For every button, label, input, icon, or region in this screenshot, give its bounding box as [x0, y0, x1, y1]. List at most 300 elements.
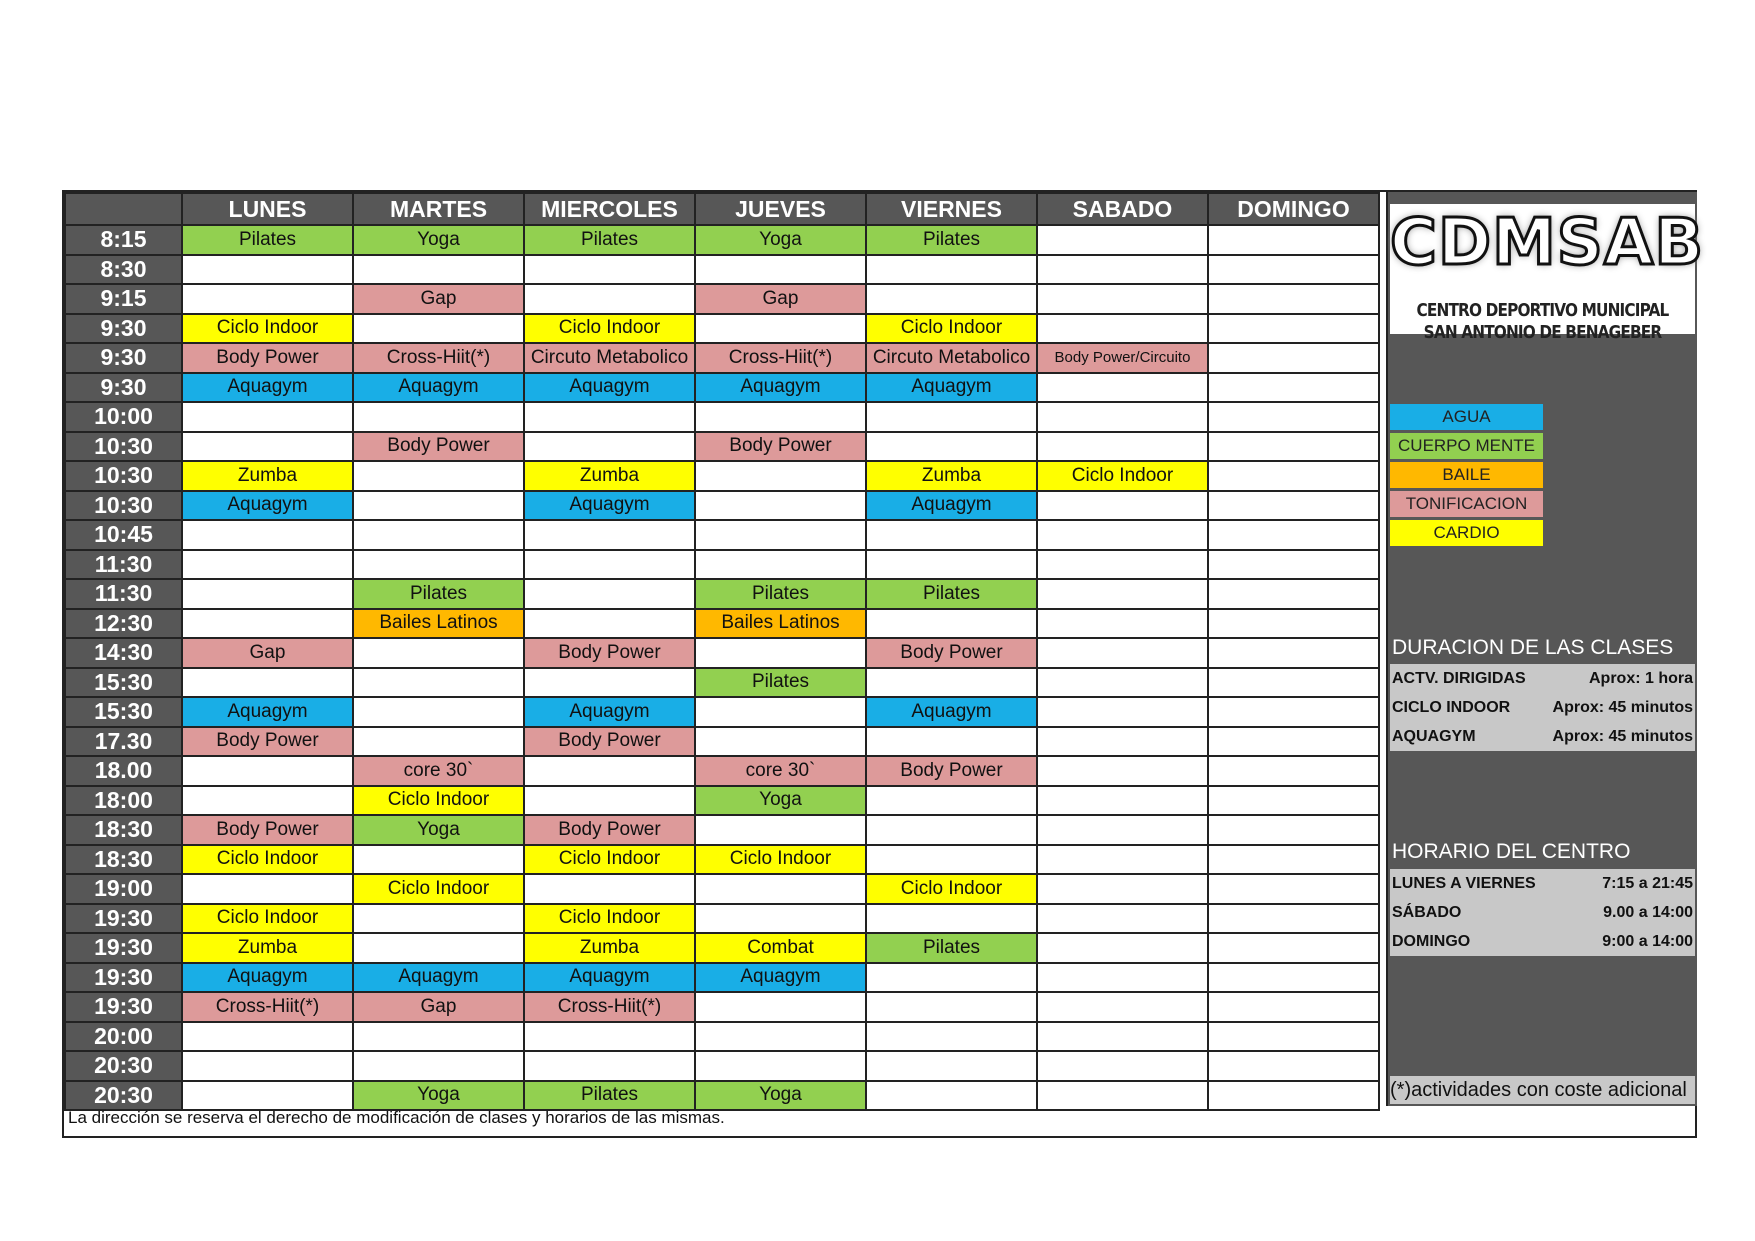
empty-cell: [866, 520, 1037, 550]
schedule-row: [65, 609, 1379, 639]
class-cell: Aquagym: [866, 373, 1037, 403]
class-cell: Yoga: [353, 1081, 524, 1111]
empty-cell: [524, 786, 695, 816]
empty-cell: [695, 314, 866, 344]
empty-cell: [866, 255, 1037, 285]
empty-cell: [1208, 845, 1379, 875]
empty-cell: [866, 1022, 1037, 1052]
empty-cell: [866, 402, 1037, 432]
class-cell: Zumba: [182, 461, 353, 491]
empty-cell: [695, 1051, 866, 1081]
day-header: DOMINGO: [1208, 193, 1379, 225]
time-cell: 11:30: [65, 550, 182, 580]
empty-cell: [524, 668, 695, 698]
time-cell: 10:45: [65, 520, 182, 550]
class-cell: Pilates: [866, 225, 1037, 255]
time-cell: 19:30: [65, 992, 182, 1022]
empty-cell: [182, 402, 353, 432]
schedule-row: [65, 1081, 1379, 1111]
corner-cell: [65, 193, 182, 225]
empty-cell: [1037, 992, 1208, 1022]
empty-cell: [866, 727, 1037, 757]
time-cell: 18.00: [65, 756, 182, 786]
time-cell: 19:30: [65, 933, 182, 963]
logo-wordmark: CDMSAB: [1390, 206, 1705, 280]
class-cell: Ciclo Indoor: [524, 904, 695, 934]
empty-cell: [1037, 845, 1208, 875]
schedule-row: [65, 756, 1379, 786]
empty-cell: [1208, 579, 1379, 609]
empty-cell: [1037, 697, 1208, 727]
class-cell: Aquagym: [353, 373, 524, 403]
empty-cell: [1208, 520, 1379, 550]
class-cell: Aquagym: [182, 963, 353, 993]
hours-value: 9.00 a 14:00: [1603, 904, 1693, 921]
class-cell: Ciclo Indoor: [1037, 461, 1208, 491]
class-cell: Gap: [353, 992, 524, 1022]
schedule-row: [65, 373, 1379, 403]
empty-cell: [524, 874, 695, 904]
empty-cell: [1208, 373, 1379, 403]
time-cell: 14:30: [65, 638, 182, 668]
empty-cell: [1037, 1081, 1208, 1111]
time-cell: 9:15: [65, 284, 182, 314]
hours-label: SÁBADO: [1392, 904, 1462, 921]
empty-cell: [1037, 874, 1208, 904]
schedule-row: [65, 284, 1379, 314]
empty-cell: [1037, 550, 1208, 580]
class-cell: Gap: [182, 638, 353, 668]
empty-cell: [182, 874, 353, 904]
empty-cell: [1037, 1022, 1208, 1052]
class-cell: Ciclo Indoor: [182, 314, 353, 344]
time-cell: 20:30: [65, 1051, 182, 1081]
class-cell: Ciclo Indoor: [524, 314, 695, 344]
empty-cell: [695, 255, 866, 285]
schedule-row: [65, 697, 1379, 727]
empty-cell: [353, 491, 524, 521]
empty-cell: [1037, 963, 1208, 993]
schedule-row: [65, 786, 1379, 816]
empty-cell: [353, 402, 524, 432]
legend-agua: AGUA: [1390, 404, 1543, 430]
schedule-row: [65, 1051, 1379, 1081]
class-cell: Aquagym: [524, 697, 695, 727]
hours-row: [1390, 898, 1695, 927]
time-cell: 8:15: [65, 225, 182, 255]
schedule-row: [65, 520, 1379, 550]
empty-cell: [1037, 756, 1208, 786]
class-cell: Aquagym: [695, 373, 866, 403]
class-cell: Bailes Latinos: [353, 609, 524, 639]
empty-cell: [1208, 638, 1379, 668]
schedule-row: [65, 461, 1379, 491]
logo: [1390, 204, 1705, 343]
empty-cell: [182, 255, 353, 285]
empty-cell: [1208, 1051, 1379, 1081]
schedule-row: [65, 550, 1379, 580]
time-cell: 19:00: [65, 874, 182, 904]
empty-cell: [1208, 697, 1379, 727]
class-cell: core 30`: [353, 756, 524, 786]
day-header: MARTES: [353, 193, 524, 225]
empty-cell: [1037, 933, 1208, 963]
empty-cell: [524, 579, 695, 609]
class-cell: Aquagym: [866, 697, 1037, 727]
class-cell: Pilates: [695, 579, 866, 609]
time-cell: 17.30: [65, 727, 182, 757]
empty-cell: [353, 727, 524, 757]
empty-cell: [1037, 668, 1208, 698]
hours-row: [1390, 869, 1695, 898]
hours-row: [1390, 927, 1695, 956]
schedule-table: [64, 192, 1380, 1111]
logo-subtitle-line2: SAN ANTONIO DE BENAGEBER: [1423, 322, 1662, 343]
empty-cell: [182, 756, 353, 786]
schedule-row: [65, 727, 1379, 757]
class-cell: Body Power: [695, 432, 866, 462]
class-cell: Aquagym: [182, 373, 353, 403]
empty-cell: [695, 727, 866, 757]
class-cell: Aquagym: [353, 963, 524, 993]
schedule-row: [65, 402, 1379, 432]
schedule-row: [65, 815, 1379, 845]
hours-label: LUNES A VIERNES: [1392, 875, 1536, 892]
empty-cell: [1037, 786, 1208, 816]
class-cell: Circuto Metabolico: [524, 343, 695, 373]
empty-cell: [695, 491, 866, 521]
empty-cell: [1037, 255, 1208, 285]
schedule-row: [65, 963, 1379, 993]
class-cell: Ciclo Indoor: [353, 874, 524, 904]
empty-cell: [1208, 343, 1379, 373]
time-cell: 10:00: [65, 402, 182, 432]
time-cell: 10:30: [65, 461, 182, 491]
class-cell: Yoga: [353, 225, 524, 255]
class-cell: Pilates: [182, 225, 353, 255]
empty-cell: [524, 609, 695, 639]
empty-cell: [1208, 1081, 1379, 1111]
empty-cell: [695, 904, 866, 934]
empty-cell: [1208, 1022, 1379, 1052]
empty-cell: [353, 314, 524, 344]
empty-cell: [866, 904, 1037, 934]
empty-cell: [1208, 402, 1379, 432]
empty-cell: [1208, 461, 1379, 491]
time-cell: 10:30: [65, 491, 182, 521]
empty-cell: [866, 815, 1037, 845]
empty-cell: [1037, 609, 1208, 639]
duration-label: ACTV. DIRIGIDAS: [1392, 670, 1526, 687]
empty-cell: [182, 284, 353, 314]
duration-row: [1390, 693, 1695, 722]
empty-cell: [1208, 284, 1379, 314]
empty-cell: [1037, 520, 1208, 550]
empty-cell: [1208, 904, 1379, 934]
empty-cell: [353, 461, 524, 491]
class-cell: Aquagym: [866, 491, 1037, 521]
empty-cell: [866, 668, 1037, 698]
header-row: [65, 193, 1379, 225]
schedule-row: [65, 874, 1379, 904]
empty-cell: [353, 933, 524, 963]
empty-cell: [182, 432, 353, 462]
empty-cell: [866, 609, 1037, 639]
hours-value: 9:00 a 14:00: [1602, 933, 1693, 950]
empty-cell: [353, 1022, 524, 1052]
empty-cell: [866, 786, 1037, 816]
schedule-row: [65, 579, 1379, 609]
class-cell: Body Power: [182, 727, 353, 757]
empty-cell: [353, 668, 524, 698]
schedule-row: [65, 225, 1379, 255]
empty-cell: [353, 904, 524, 934]
schedule-row: [65, 1022, 1379, 1052]
duration-value: Aprox: 1 hora: [1588, 670, 1693, 687]
class-cell: Yoga: [695, 1081, 866, 1111]
time-cell: 20:30: [65, 1081, 182, 1111]
empty-cell: [182, 1081, 353, 1111]
class-cell: Pilates: [866, 933, 1037, 963]
empty-cell: [1037, 314, 1208, 344]
hours-value: 7:15 a 21:45: [1602, 875, 1693, 892]
empty-cell: [1037, 1051, 1208, 1081]
empty-cell: [866, 992, 1037, 1022]
empty-cell: [1208, 550, 1379, 580]
time-cell: 8:30: [65, 255, 182, 285]
empty-cell: [866, 1051, 1037, 1081]
class-cell: Yoga: [353, 815, 524, 845]
class-cell: Ciclo Indoor: [866, 314, 1037, 344]
schedule-row: [65, 992, 1379, 1022]
class-cell: Circuto Metabolico: [866, 343, 1037, 373]
class-cell: core 30`: [695, 756, 866, 786]
empty-cell: [1208, 963, 1379, 993]
empty-cell: [1208, 933, 1379, 963]
schedule-row: [65, 432, 1379, 462]
class-cell: Pilates: [866, 579, 1037, 609]
class-cell: Pilates: [524, 1081, 695, 1111]
duration-table: [1390, 664, 1695, 751]
time-cell: 9:30: [65, 373, 182, 403]
empty-cell: [524, 284, 695, 314]
empty-cell: [182, 579, 353, 609]
empty-cell: [1037, 904, 1208, 934]
empty-cell: [182, 786, 353, 816]
empty-cell: [1208, 815, 1379, 845]
empty-cell: [353, 638, 524, 668]
empty-cell: [1037, 225, 1208, 255]
time-cell: 18:30: [65, 845, 182, 875]
empty-cell: [1037, 491, 1208, 521]
schedule-row: [65, 343, 1379, 373]
empty-cell: [1208, 992, 1379, 1022]
time-cell: 15:30: [65, 697, 182, 727]
duration-value: Aprox: 45 minutos: [1552, 699, 1693, 716]
time-cell: 15:30: [65, 668, 182, 698]
time-cell: 19:30: [65, 904, 182, 934]
empty-cell: [1208, 756, 1379, 786]
empty-cell: [182, 1022, 353, 1052]
empty-cell: [353, 255, 524, 285]
empty-cell: [353, 697, 524, 727]
class-cell: Cross-Hiit(*): [695, 343, 866, 373]
time-cell: 12:30: [65, 609, 182, 639]
duration-row: [1390, 722, 1695, 751]
class-cell: Zumba: [182, 933, 353, 963]
time-cell: 18:00: [65, 786, 182, 816]
empty-cell: [182, 609, 353, 639]
empty-cell: [866, 963, 1037, 993]
empty-cell: [695, 550, 866, 580]
disclaimer: La dirección se reserva el derecho de modificación de clases y horarios de las mismas.: [68, 1108, 725, 1127]
class-cell: Body Power: [866, 756, 1037, 786]
schedule-row: [65, 668, 1379, 698]
day-header: MIERCOLES: [524, 193, 695, 225]
empty-cell: [695, 992, 866, 1022]
empty-cell: [695, 520, 866, 550]
duration-label: AQUAGYM: [1392, 728, 1476, 745]
class-cell: Pilates: [524, 225, 695, 255]
class-cell: Body Power: [524, 815, 695, 845]
empty-cell: [866, 1081, 1037, 1111]
empty-cell: [524, 255, 695, 285]
class-cell: Combat: [695, 933, 866, 963]
class-cell: Body Power: [182, 343, 353, 373]
class-cell: Aquagym: [182, 491, 353, 521]
empty-cell: [524, 432, 695, 462]
day-header: VIERNES: [866, 193, 1037, 225]
schedule-body: [65, 225, 1379, 1110]
empty-cell: [182, 1051, 353, 1081]
class-cell: Zumba: [524, 933, 695, 963]
empty-cell: [353, 550, 524, 580]
class-cell: Pilates: [695, 668, 866, 698]
empty-cell: [1037, 727, 1208, 757]
day-header: SABADO: [1037, 193, 1208, 225]
empty-cell: [1037, 432, 1208, 462]
duration-label: CICLO INDOOR: [1392, 699, 1511, 716]
class-cell: Ciclo Indoor: [182, 845, 353, 875]
empty-cell: [866, 845, 1037, 875]
class-cell: Gap: [695, 284, 866, 314]
duration-row: [1390, 664, 1695, 693]
empty-cell: [524, 550, 695, 580]
day-header: JUEVES: [695, 193, 866, 225]
empty-cell: [1037, 579, 1208, 609]
empty-cell: [695, 815, 866, 845]
class-cell: Cross-Hiit(*): [524, 992, 695, 1022]
empty-cell: [353, 845, 524, 875]
class-cell: Body Power: [866, 638, 1037, 668]
class-cell: Ciclo Indoor: [182, 904, 353, 934]
class-cell: Cross-Hiit(*): [182, 992, 353, 1022]
class-cell: Aquagym: [524, 491, 695, 521]
empty-cell: [1208, 609, 1379, 639]
empty-cell: [866, 550, 1037, 580]
empty-cell: [695, 874, 866, 904]
empty-cell: [353, 1051, 524, 1081]
time-cell: 18:30: [65, 815, 182, 845]
class-cell: Ciclo Indoor: [524, 845, 695, 875]
empty-cell: [1037, 815, 1208, 845]
day-header: LUNES: [182, 193, 353, 225]
class-cell: Ciclo Indoor: [866, 874, 1037, 904]
class-cell: Body Power/Circuito: [1037, 343, 1208, 373]
empty-cell: [353, 520, 524, 550]
hours-title: HORARIO DEL CENTRO: [1392, 840, 1631, 863]
legend-cuerpo-mente: CUERPO MENTE: [1390, 433, 1543, 459]
empty-cell: [866, 284, 1037, 314]
schedule-row: [65, 638, 1379, 668]
empty-cell: [1208, 727, 1379, 757]
duration-value: Aprox: 45 minutos: [1552, 728, 1693, 745]
empty-cell: [524, 1051, 695, 1081]
class-cell: Gap: [353, 284, 524, 314]
empty-cell: [524, 756, 695, 786]
logo-subtitle-line1: CENTRO DEPORTIVO MUNICIPAL: [1416, 300, 1669, 321]
hours-label: DOMINGO: [1392, 933, 1471, 950]
schedule-row: [65, 255, 1379, 285]
schedule-row: [65, 491, 1379, 521]
legend-cardio: CARDIO: [1390, 520, 1543, 546]
empty-cell: [1037, 638, 1208, 668]
empty-cell: [695, 697, 866, 727]
legend-tonificacion: TONIFICACION: [1390, 491, 1543, 517]
class-cell: Ciclo Indoor: [353, 786, 524, 816]
legend-baile: BAILE: [1390, 462, 1543, 488]
time-cell: 10:30: [65, 432, 182, 462]
class-cell: Cross-Hiit(*): [353, 343, 524, 373]
class-cell: Zumba: [524, 461, 695, 491]
class-cell: Aquagym: [524, 373, 695, 403]
duration-title: DURACION DE LAS CLASES: [1392, 636, 1674, 659]
empty-cell: [524, 1022, 695, 1052]
empty-cell: [182, 668, 353, 698]
schedule-row: [65, 314, 1379, 344]
empty-cell: [695, 1022, 866, 1052]
empty-cell: [524, 402, 695, 432]
empty-cell: [695, 638, 866, 668]
empty-cell: [1208, 225, 1379, 255]
empty-cell: [1208, 786, 1379, 816]
empty-cell: [1208, 874, 1379, 904]
empty-cell: [182, 520, 353, 550]
class-cell: Body Power: [353, 432, 524, 462]
empty-cell: [1037, 284, 1208, 314]
class-cell: Aquagym: [524, 963, 695, 993]
time-cell: 9:30: [65, 343, 182, 373]
class-cell: Zumba: [866, 461, 1037, 491]
empty-cell: [1208, 668, 1379, 698]
empty-cell: [1037, 402, 1208, 432]
empty-cell: [695, 461, 866, 491]
empty-cell: [1208, 491, 1379, 521]
empty-cell: [695, 402, 866, 432]
class-cell: Yoga: [695, 225, 866, 255]
schedule-row: [65, 933, 1379, 963]
additional-cost-note: (*)actividades con coste adicional: [1390, 1076, 1695, 1104]
time-cell: 11:30: [65, 579, 182, 609]
class-cell: Body Power: [524, 638, 695, 668]
class-cell: Body Power: [524, 727, 695, 757]
schedule-row: [65, 904, 1379, 934]
class-cell: Aquagym: [695, 963, 866, 993]
class-cell: Aquagym: [182, 697, 353, 727]
schedule-sheet: [62, 190, 1705, 1138]
schedule-row: [65, 845, 1379, 875]
time-cell: 9:30: [65, 314, 182, 344]
